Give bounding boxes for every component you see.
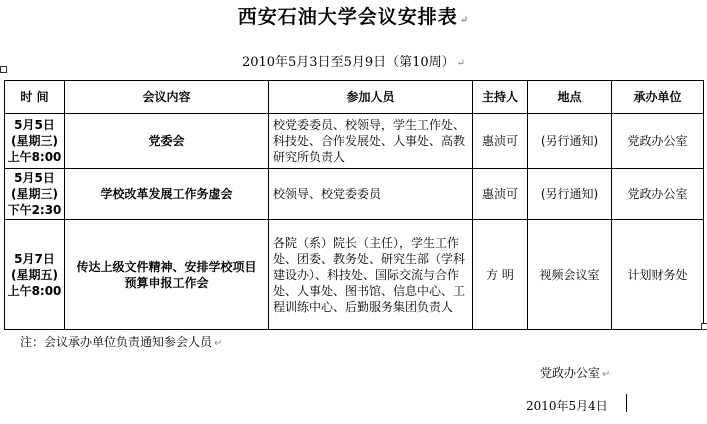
text-cursor	[626, 394, 627, 412]
table-header-row	[5, 81, 704, 114]
header-organizer: 承办单位	[612, 81, 704, 114]
header-content: 会议内容	[65, 81, 269, 114]
table-resize-handle-top[interactable]	[0, 66, 7, 73]
organizer-cell: 党政办公室	[612, 114, 704, 169]
host-cell: 惠浈可	[473, 169, 528, 220]
time-cell: 5月5日 (星期三) 上午8:00	[5, 114, 65, 169]
footnote: 注：会议承办单位负责通知参会人员 ↵	[20, 335, 223, 349]
time-cell: 5月5日 (星期三) 下午2:30	[5, 169, 65, 220]
time-cell: 5月7日 (星期五) 上午8:00	[5, 220, 65, 330]
document-subtitle: 2010年5月3日至5月9日（第10周） ↵	[241, 55, 466, 70]
header-participants: 参加人员	[269, 81, 473, 114]
document-title: 西安石油大学会议安排表 ↵	[237, 6, 470, 28]
organizer-cell: 计划财务处	[612, 220, 704, 330]
content-cell: 学校改革发展工作务虚会	[65, 169, 269, 220]
header-location: 地点	[528, 81, 612, 114]
location-cell: 视频会议室	[528, 220, 612, 330]
table-row	[5, 114, 704, 169]
issue-date: 2010年5月4日	[526, 399, 608, 413]
host-cell: 方 明	[473, 220, 528, 330]
table-row	[5, 169, 704, 220]
organizer-cell: 党政办公室	[612, 169, 704, 220]
content-cell: 党委会	[65, 114, 269, 169]
location-cell: (另行通知)	[528, 114, 612, 169]
participants-cell: 校领导、校党委委员	[269, 169, 473, 220]
location-cell: (另行通知)	[528, 169, 612, 220]
table-resize-handle-bottom[interactable]	[701, 323, 707, 330]
participants-cell: 各院（系）院长（主任），学生工作处、团委、教务处、研究生部（学科建设办）、科技处、国际交流与合作处、人事处、图书馆、信息中心、工程训练中心、后勤服务集团负责人	[269, 220, 473, 330]
table-row	[5, 220, 704, 330]
host-cell: 惠浈可	[473, 114, 528, 169]
issuing-office: 党政办公室 ↵	[540, 366, 611, 380]
meeting-schedule-table	[4, 80, 704, 330]
header-time: 时 间	[5, 81, 65, 114]
participants-cell: 校党委委员、校领导，学生工作处、科技处、合作发展处、人事处、高教研究所负责人	[269, 114, 473, 169]
content-cell: 传达上级文件精神、安排学校项目预算申报工作会	[65, 220, 269, 330]
header-host: 主持人	[473, 81, 528, 114]
